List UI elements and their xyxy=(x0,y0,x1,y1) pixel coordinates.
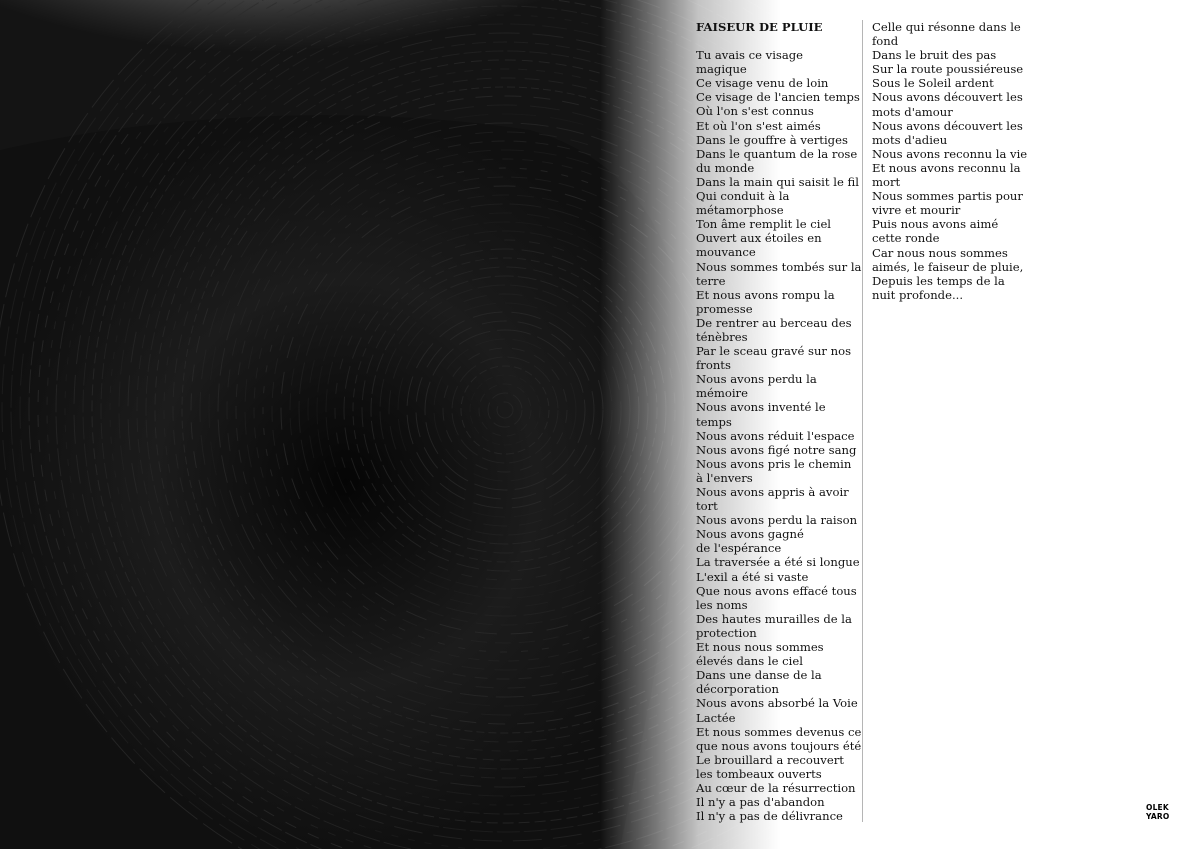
poem-text-part-2: Celle qui résonne dans le fond Dans le bruit des pas Sur la route poussiéreuse Sous le Soleil ardent Nous avons découvert les mots d'amour Nous avons découvert les mots d'adieu Nous avons reconnu la vie Et nous avons reconnu la mort Nous sommes partis pour vivre et mourir Puis nous avons aimé cette ronde Car nous nous sommes aimés, le faiseur de pluie, Depuis les temps de la nuit profonde... xyxy=(872,20,1028,302)
poem-column-left xyxy=(696,20,862,823)
poem-title: FAISEUR DE PLUIE xyxy=(696,20,823,34)
signature-line-1: OLEK xyxy=(1146,803,1169,812)
column-divider xyxy=(862,20,863,822)
artist-signature xyxy=(1146,803,1169,821)
poem-text-part-1: Tu avais ce visage magique Ce visage venu de loin Ce visage de l'ancien temps Où l'on s'est connus Et où l'on s'est aimés Dans le gouffre à vertiges Dans le quantum de la rose du monde Dans la main qui saisit le fil Qui conduit à la métamorphose Ton âme remplit le ciel Ouvert aux étoiles en mouvance Nous sommes tombés sur la terre Et nous avons rompu la promesse De rentrer au berceau des ténèbres Par le sceau gravé sur nos fronts Nous avons perdu la mémoire Nous avons inventé le temps Nous avons réduit l'espace Nous avons figé notre sang Nous avons pris le chemin à l'envers Nous avons appris à avoir tort Nous avons perdu la raison Nous avons gagné de l'espérance La traversée a été si longue L'exil a été si vaste Que nous avons effacé tous les noms Des hautes murailles de la protection Et nous nous sommes élevés dans le ciel Dans une danse de la décorporation Nous avons absorbé la Voie Lactée Et nous sommes devenus ce que nous avons toujours été Le brouillard a recouvert les tombeaux ouverts Au cœur de la résurrection Il n'y a pas d'abandon Il n'y a pas de délivrance xyxy=(696,48,862,824)
signature-line-2: YARO xyxy=(1146,812,1170,821)
poem-column-right xyxy=(872,20,1032,302)
